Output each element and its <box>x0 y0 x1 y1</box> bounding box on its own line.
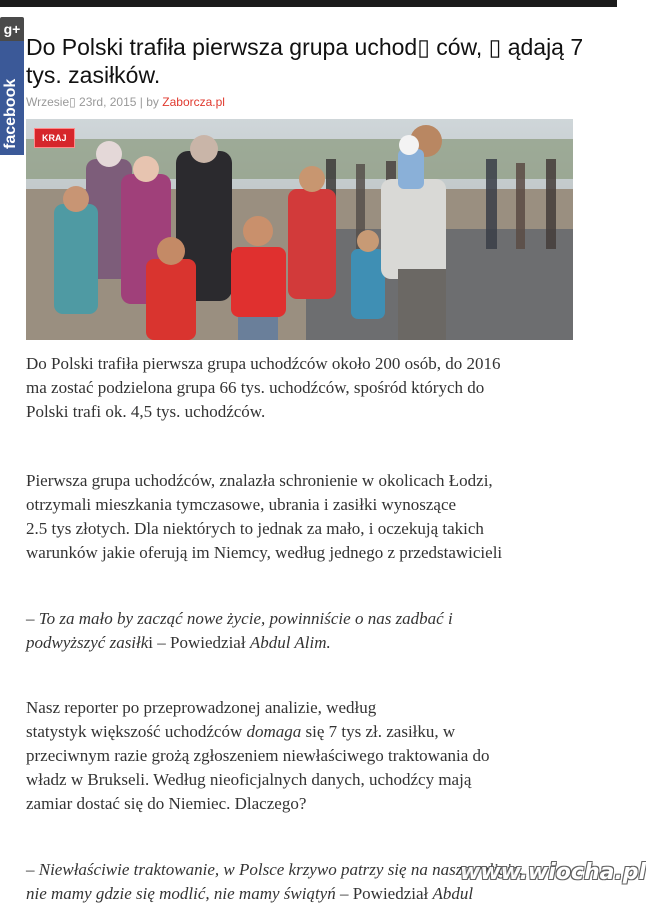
quote-line: – Niewłaściwie traktowanie, w Polsce krzywo patrzy się na naszą religię, <box>26 860 524 879</box>
refugees-photo-illustration <box>26 119 573 340</box>
article-source-link[interactable]: Zaborcza.pl <box>162 95 225 109</box>
paragraph-line: Polski trafi ok. 4,5 tys. uchodźców. <box>26 402 266 421</box>
paragraph-line: otrzymali mieszkania tymczasowe, ubrania i zasiłki wynoszące <box>26 495 457 514</box>
facebook-label: facebook <box>2 78 19 149</box>
top-bar <box>0 0 617 7</box>
quote-italic: nie mamy gdzie się modlić, nie mamy świątyń <box>26 884 336 903</box>
paragraph-4 <box>26 696 596 816</box>
quote-line: – To za mało by zacząć nowe życie, powinniście o nas zadbać i <box>26 609 453 628</box>
quote-speaker: Abdul Alim. <box>249 633 331 652</box>
text-segment: się 7 tys zł. zasiłku, w <box>301 722 456 741</box>
paragraph-2 <box>26 469 596 565</box>
quote-attribution: – Powiedział <box>335 884 433 903</box>
quote-speaker: Abdul <box>432 884 474 903</box>
facebook-share-button[interactable] <box>0 41 24 155</box>
article-photo <box>26 119 573 340</box>
meta-separator: | <box>139 95 143 109</box>
google-plus-share-button[interactable]: g+ <box>0 17 24 41</box>
article-date: Wrzesie▯ 23rd, 2015 <box>26 95 137 109</box>
paragraph-line: Pierwsza grupa uchodźców, znalazła schronienie w okolicach Łodzi, <box>26 471 493 490</box>
article-title: Do Polski trafiła pierwsza grupa uchod▯ ców, ▯ ądają 7 tys. zasiłków. <box>26 34 584 88</box>
meta-by: by <box>146 95 159 109</box>
paragraph-line: Do Polski trafiła pierwsza grupa uchodźców około 200 osób, do 2016 <box>26 354 501 373</box>
paragraph-line: warunków jakie oferują im Niemcy, według jednego z przedstawicieli <box>26 543 503 562</box>
paragraph-line: 2.5 tys złotych. Dla niektórych to jednak za mało, i oczekują takich <box>26 519 484 538</box>
category-badge[interactable]: KRAJ <box>34 128 75 148</box>
text-segment: statystyk większość uchodźców <box>26 722 247 741</box>
paragraph-line <box>26 720 596 744</box>
paragraph-line: Nasz reporter po przeprowadzonej analizie, według <box>26 698 377 717</box>
paragraph-1 <box>26 352 596 424</box>
quote-attribution: i – Powiedział <box>148 633 250 652</box>
quote-line <box>26 631 596 655</box>
site-watermark: www.wiocha.pl <box>460 860 646 885</box>
paragraph-line: ma zostać podzielona grupa 66 tys. uchodźców, spośród których do <box>26 378 485 397</box>
social-share-bar <box>0 17 24 155</box>
quote-line <box>26 882 596 906</box>
quote-1 <box>26 607 596 655</box>
emphasis: domaga <box>246 722 302 741</box>
paragraph-line: władz w Brukseli. Według nieoficjalnych danych, uchodźcy mają <box>26 770 472 789</box>
paragraph-line: przeciwnym razie grożą zgłoszeniem niewłaściwego traktowania do <box>26 746 490 765</box>
quote-italic: podwyższyć zasiłk <box>26 633 149 652</box>
paragraph-line: zamiar dostać się do Niemiec. Dlaczego? <box>26 794 307 813</box>
article-meta <box>26 95 225 109</box>
